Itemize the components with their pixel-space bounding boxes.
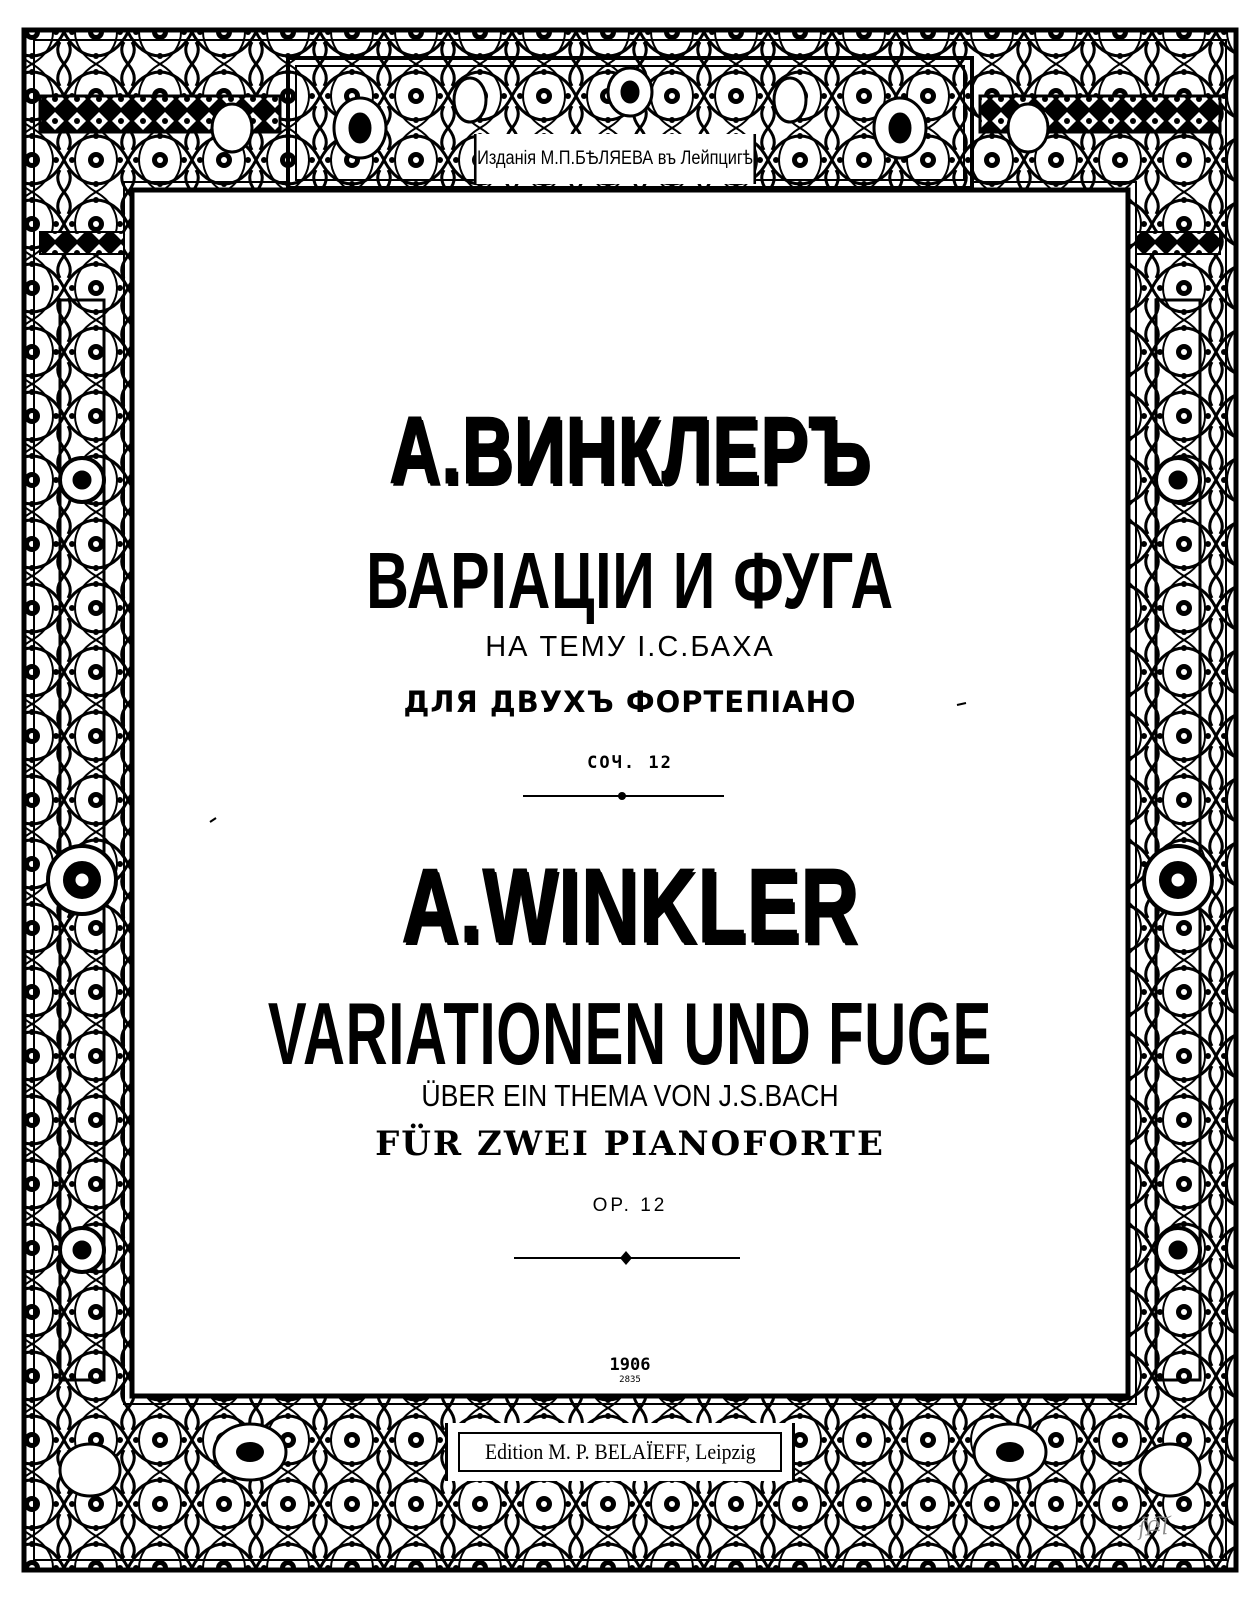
title-russian: ВАРІАЦІИ И ФУГА	[366, 536, 894, 625]
publisher-bottom-text: Edition M. P. BELAÏEFF, Leipzig	[484, 1439, 756, 1464]
title-german: VARIATIONEN UND FUGE	[267, 984, 993, 1083]
instrumentation-german: FÜR ZWEI PIANOFORTE	[375, 1124, 885, 1164]
opus-german: OP. 12	[592, 1195, 668, 1216]
pencil-signature-mark: ſ̃Բ͠ⅼ	[1137, 1514, 1169, 1542]
publisher-cartouche-bottom	[445, 1423, 795, 1481]
instrumentation-russian: ДЛЯ ДВУХЪ ФОРТЕПІАНО	[403, 685, 857, 719]
subtitle-russian: НА ТЕМУ І.С.БАХА	[485, 631, 775, 663]
subtitle-german: ÜBER EIN THEMA VON J.S.BACH	[421, 1078, 839, 1113]
publisher-top-text: Изданія М.П.БѢЛЯЕВА въ Лейпцигѣ	[477, 148, 753, 169]
author-german: A.WINKLER	[401, 847, 859, 965]
publication-year: 1906	[609, 1355, 651, 1375]
publisher-cartouche-top	[474, 134, 756, 184]
plate-number: 2835	[619, 1375, 641, 1385]
opus-russian: СОЧ. 12	[587, 753, 673, 773]
author-russian: А.ВИНКЛЕРЪ	[389, 397, 871, 504]
